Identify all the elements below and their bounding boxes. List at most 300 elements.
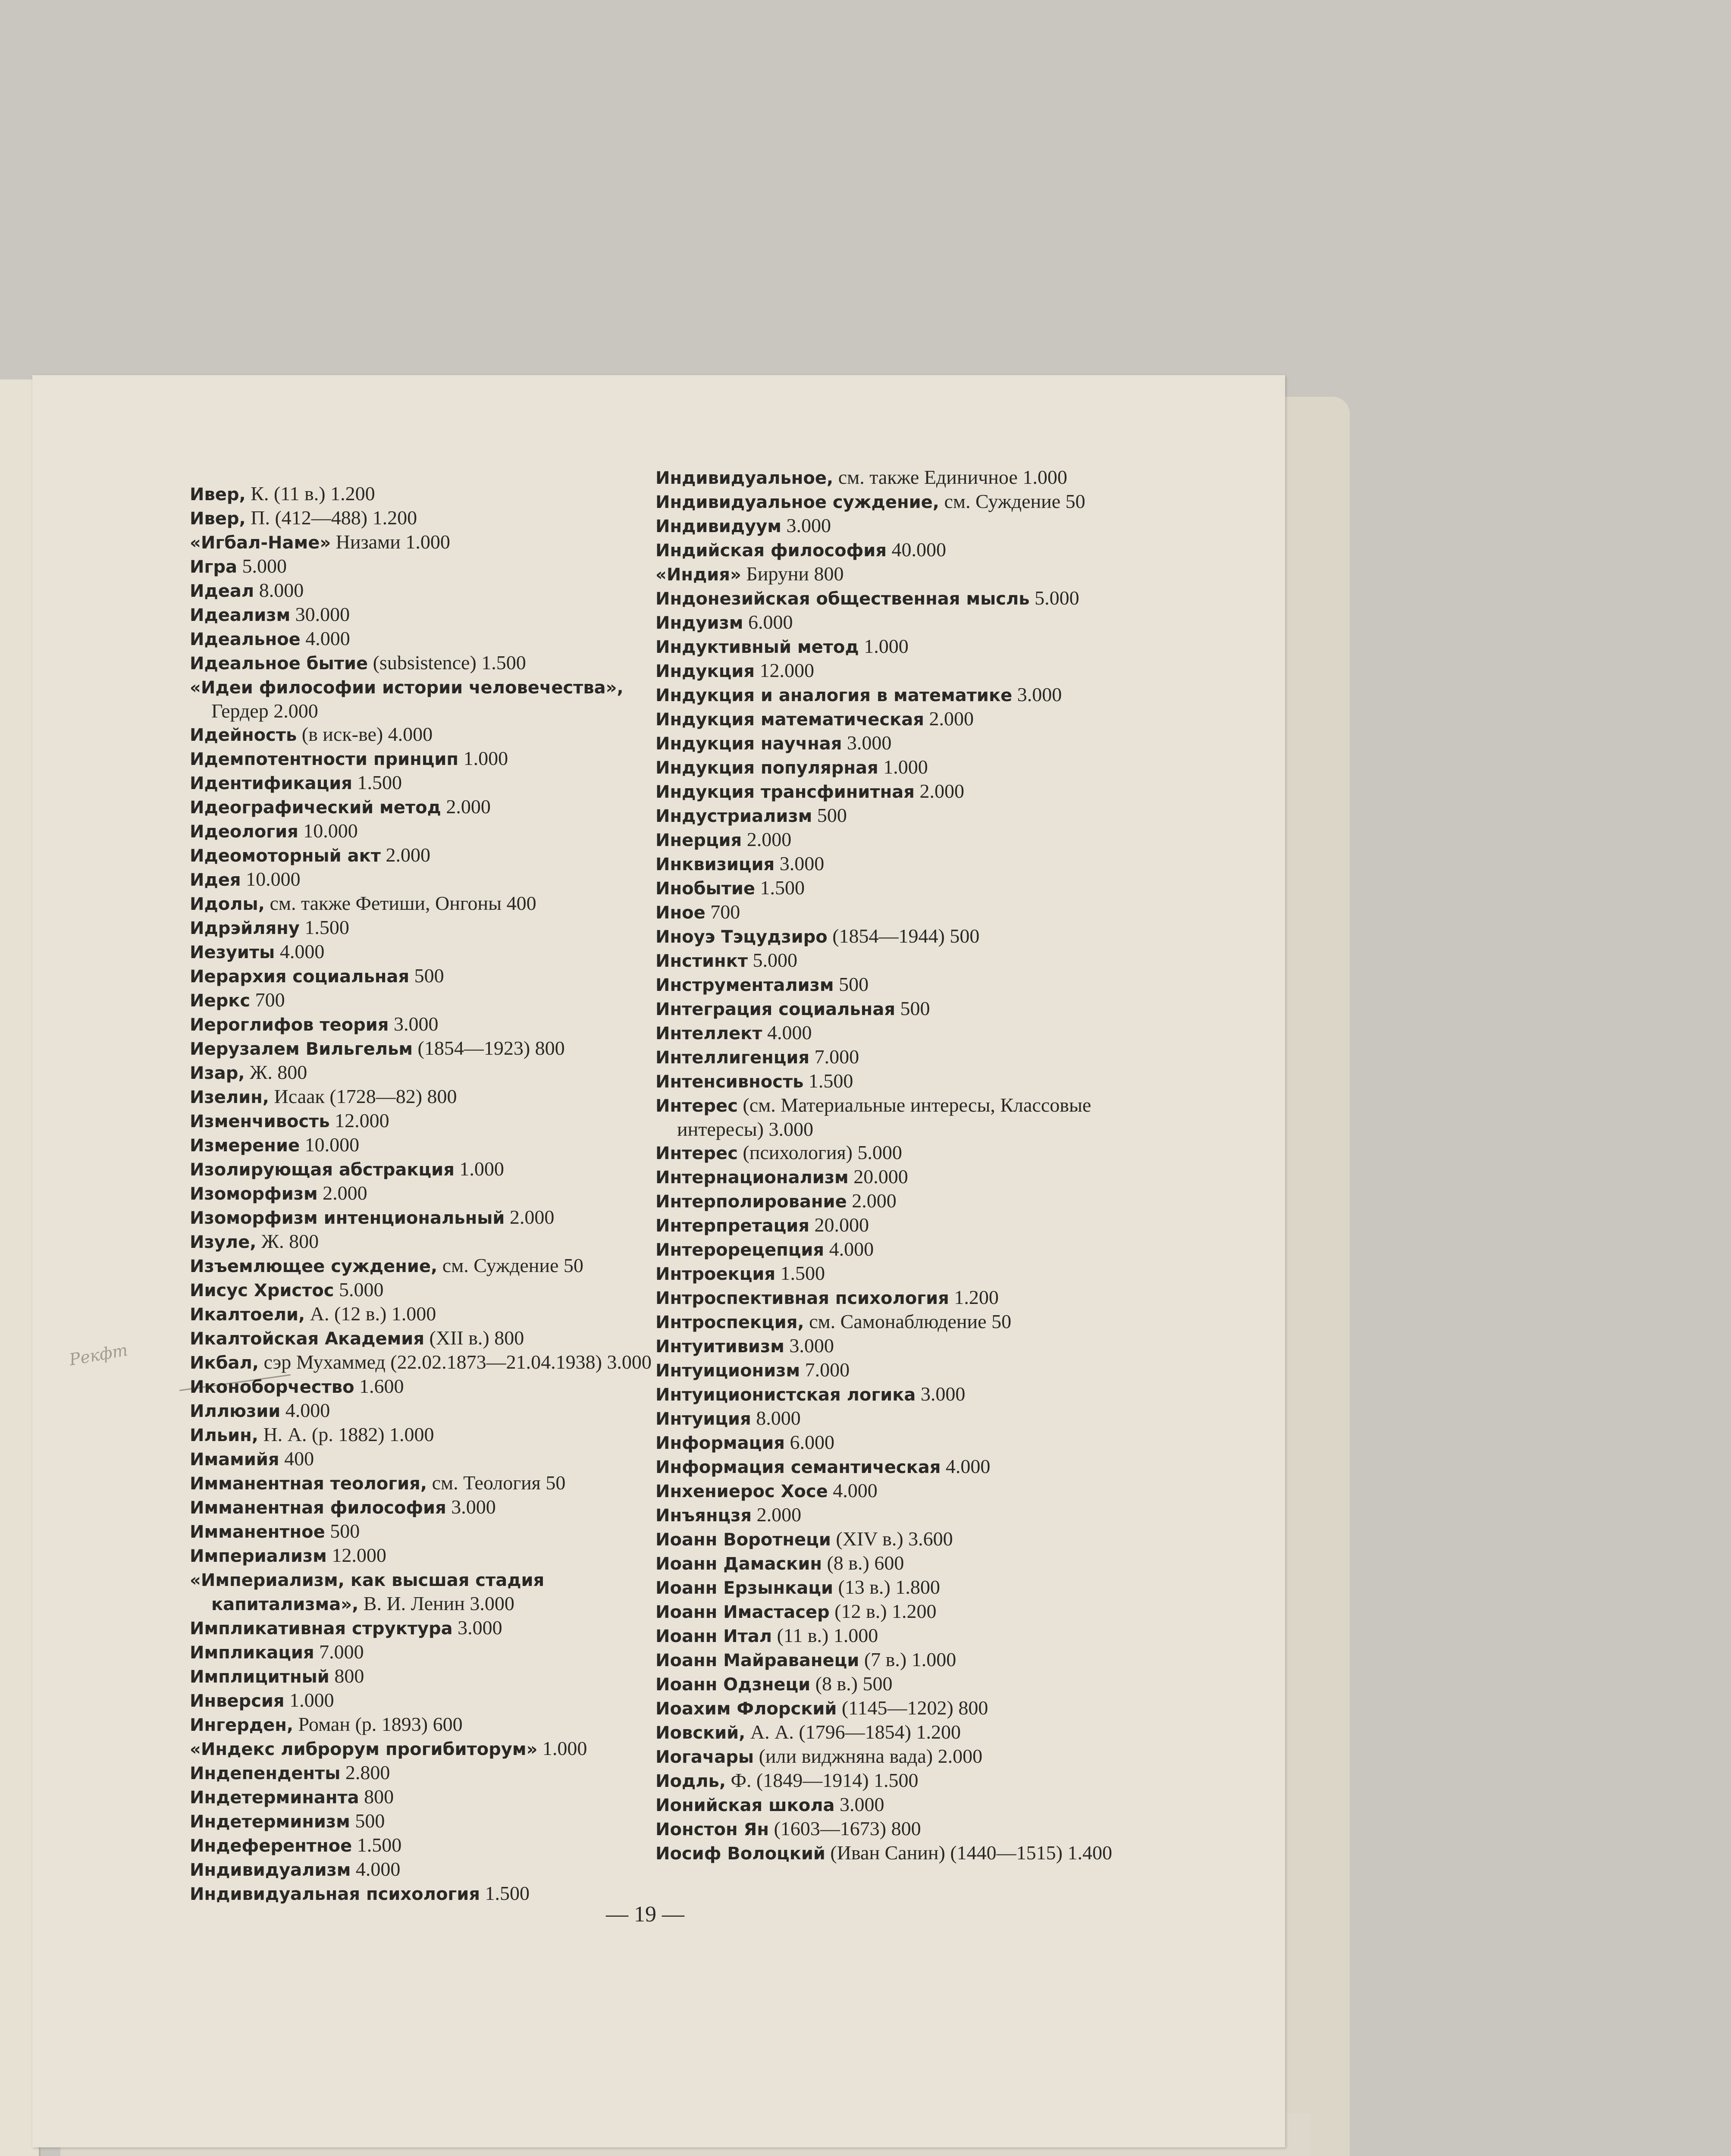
entry-details: (или виджняна вада) 2.000: [754, 1745, 983, 1767]
entry-details: 4.000: [275, 940, 325, 962]
entry-details: 5.000: [1029, 587, 1079, 609]
entry-term: Идеографический метод: [190, 798, 441, 818]
index-entry: [190, 1713, 655, 1737]
entry-term: Интеллигенция: [655, 1048, 810, 1068]
index-entry: [655, 973, 1169, 997]
index-entry: [190, 1157, 655, 1181]
entry-details: 500: [895, 997, 930, 1019]
entry-term: Изар,: [190, 1063, 245, 1083]
index-entry: [190, 1230, 655, 1254]
entry-term: Информация семантическая: [655, 1457, 941, 1477]
entry-details: 3.000: [452, 1617, 502, 1639]
entry-details: 1.500: [480, 1882, 530, 1904]
entry-details: 20.000: [848, 1166, 908, 1188]
index-entry: [655, 1382, 1169, 1407]
entry-details: 10.000: [298, 820, 358, 842]
entry-term: Интроекция: [655, 1264, 776, 1284]
entry-term: Инхениерос Хосе: [655, 1482, 828, 1501]
entry-term: Иосиф Волоцкий: [655, 1844, 825, 1864]
entry-details: 5.000: [748, 949, 798, 971]
index-entry: [655, 1069, 1169, 1094]
index-entry: [655, 1141, 1169, 1165]
entry-term: Идемпотентности принцип: [190, 749, 459, 769]
entry-term: Индивидуум: [655, 517, 781, 536]
index-entry: [655, 755, 1169, 780]
entry-term: Иероглифов теория: [190, 1015, 389, 1035]
entry-details: 1.200: [949, 1286, 999, 1308]
entry-details: 500: [812, 804, 847, 826]
index-entry: [190, 1351, 655, 1375]
entry-details: 2.000: [505, 1206, 555, 1228]
entry-term: Иовский,: [655, 1723, 746, 1743]
entry-details: сэр Мухаммед (22.02.1873—21.04.1938) 3.000: [259, 1351, 652, 1373]
entry-details: Ж. 800: [256, 1230, 319, 1252]
index-entry: [190, 1399, 655, 1423]
entry-term: Инерция: [655, 830, 742, 850]
entry-term: Иоанн Дамаскин: [655, 1554, 822, 1574]
entry-details: 500: [350, 1810, 385, 1832]
index-entry: [190, 819, 655, 843]
index-entry: [655, 1696, 1169, 1720]
index-entry: [190, 1181, 655, 1206]
index-entry: [190, 1085, 655, 1109]
entry-term: Интроспекция,: [655, 1313, 804, 1332]
entry-details: 3.000: [1012, 683, 1062, 705]
entry-term: Интерорецепция: [655, 1240, 825, 1260]
entry-term: Индетерминизм: [190, 1812, 350, 1832]
index-entry: [190, 1375, 655, 1399]
index-entry: [655, 1600, 1169, 1624]
entry-details: (7 в.) 1.000: [859, 1648, 956, 1670]
entry-term: Иоанн Имастасер: [655, 1602, 830, 1622]
document-page: [32, 375, 1285, 2147]
entry-term: Имманентная теология,: [190, 1474, 427, 1494]
index-entry: [190, 723, 655, 747]
index-entry: [190, 1278, 655, 1302]
index-entry: [190, 1133, 655, 1157]
entry-details: Низами 1.000: [331, 531, 450, 553]
entry-term: Интуиционистская логика: [655, 1385, 916, 1405]
entry-term: Иллюзии: [190, 1401, 281, 1421]
index-entry: [655, 780, 1169, 804]
index-entry: [655, 1576, 1169, 1600]
entry-term: Интуиция: [655, 1409, 751, 1429]
entry-term: Индустриализм: [655, 806, 812, 826]
index-entry: [190, 675, 655, 723]
entry-term: Интеллект: [655, 1024, 762, 1044]
index-entry: [655, 828, 1169, 852]
entry-details: 400: [279, 1448, 314, 1470]
entry-details: 3.000: [781, 514, 831, 536]
index-entry: [655, 1431, 1169, 1455]
entry-term: Икбал,: [190, 1353, 259, 1373]
entry-term: Ивер,: [190, 509, 246, 529]
index-entry: [190, 1833, 655, 1858]
entry-term: Индеферентное: [190, 1836, 352, 1856]
entry-details: Ф. (1849—1914) 1.500: [726, 1769, 919, 1791]
entry-term: Идолы,: [190, 894, 265, 914]
entry-details: 7.000: [314, 1641, 364, 1663]
entry-details: 4.000: [351, 1858, 401, 1880]
index-entry: [655, 804, 1169, 828]
left-column: [190, 482, 655, 1906]
index-entry: [190, 1254, 655, 1278]
entry-term: Иоанн Итал: [655, 1626, 772, 1646]
entry-details: П. (412—488) 1.200: [245, 507, 417, 529]
index-entry: [190, 988, 655, 1012]
entry-term: Ильин,: [190, 1426, 258, 1445]
index-entry: [190, 555, 655, 579]
entry-details: 30.000: [290, 603, 350, 625]
entry-details: 1.000: [859, 635, 909, 657]
index-entry: [190, 868, 655, 892]
entry-term: Имманентное: [190, 1522, 325, 1542]
index-entry: [655, 1165, 1169, 1189]
entry-details: 800: [359, 1786, 394, 1808]
entry-details: 7.000: [809, 1046, 859, 1068]
index-entry: [190, 530, 655, 555]
index-entry: [190, 771, 655, 795]
entry-term: Индивидуальное суждение,: [655, 492, 939, 512]
index-entry: [655, 1841, 1169, 1865]
entry-details: Ж. 800: [245, 1061, 307, 1083]
entry-details: 2.000: [380, 844, 430, 866]
index-entry: [655, 1358, 1169, 1382]
index-entry: [655, 562, 1169, 586]
entry-details: 20.000: [809, 1214, 869, 1236]
entry-details: см. Суждение 50: [939, 490, 1085, 512]
index-entry: [190, 1109, 655, 1133]
index-entry: [655, 1021, 1169, 1045]
entry-term: «Игбал-Наме»: [190, 533, 331, 553]
entry-term: Идеология: [190, 822, 298, 842]
entry-term: Изуле,: [190, 1232, 257, 1252]
entry-term: Изоморфизм интенциональный: [190, 1208, 505, 1228]
entry-term: Иерузалем Вильгельм: [190, 1039, 413, 1059]
entry-term: Индивидуальное,: [655, 468, 834, 488]
index-entry: [655, 490, 1169, 514]
index-entry: [655, 1793, 1169, 1817]
entry-term: Изолирующая абстракция: [190, 1160, 455, 1180]
entry-term: Идрэйляну: [190, 918, 300, 938]
index-entry: [655, 1479, 1169, 1503]
index-entry: [655, 1310, 1169, 1334]
entry-term: Иконоборчество: [190, 1377, 354, 1397]
entry-term: Игра: [190, 557, 237, 577]
index-entry: [190, 1495, 655, 1520]
entry-details: (13 в.) 1.800: [833, 1576, 940, 1598]
entry-term: Иогачары: [655, 1747, 754, 1767]
index-entry: [655, 1238, 1169, 1262]
entry-details: (см. Материальные интересы, Классовые интересы) 3.000: [677, 1094, 1091, 1140]
entry-term: Инструментализм: [655, 975, 834, 995]
entry-details: (8 в.) 500: [810, 1673, 893, 1695]
entry-details: 6.000: [784, 1431, 834, 1453]
entry-details: 2.000: [924, 708, 974, 730]
index-entry: [190, 1761, 655, 1785]
entry-details: 4.000: [280, 1399, 330, 1421]
index-entry: [190, 1471, 655, 1495]
entry-term: Изменчивость: [190, 1112, 330, 1131]
entry-details: 2.000: [317, 1182, 367, 1204]
index-entry: [655, 1672, 1169, 1696]
index-entry: [190, 1447, 655, 1471]
entry-term: Иоахим Флорский: [655, 1699, 837, 1719]
entry-details: 8.000: [254, 579, 304, 601]
index-entry: [190, 1785, 655, 1809]
index-entry: [655, 1624, 1169, 1648]
index-entry: [655, 707, 1169, 731]
entry-details: см. Теология 50: [427, 1472, 566, 1494]
entry-details: 500: [834, 973, 869, 995]
right-column: [655, 466, 1169, 1865]
entry-term: Идея: [190, 870, 241, 890]
index-entry: [655, 466, 1169, 490]
entry-details: 1.600: [354, 1375, 404, 1397]
entry-details: Исаак (1728—82) 800: [269, 1085, 457, 1107]
entry-details: В. И. Ленин 3.000: [358, 1592, 514, 1614]
entry-details: 700: [705, 901, 740, 923]
entry-details: (1854—1944) 500: [827, 925, 980, 947]
entry-details: 500: [409, 965, 444, 987]
entry-term: Идеал: [190, 581, 254, 601]
index-entry: [655, 635, 1169, 659]
entry-details: 12.000: [326, 1544, 386, 1566]
entry-details: 3.000: [834, 1793, 884, 1815]
index-entry: [655, 1817, 1169, 1841]
entry-term: Иерархия социальная: [190, 967, 410, 987]
entry-term: Ионстон Ян: [655, 1820, 769, 1839]
index-entry: [190, 1326, 655, 1351]
entry-details: 12.000: [755, 659, 814, 681]
entry-details: 1.500: [775, 1262, 825, 1284]
index-entry: [655, 538, 1169, 562]
entry-term: Индийская философия: [655, 541, 887, 561]
entry-details: 500: [325, 1520, 360, 1542]
entry-details: (12 в.) 1.200: [829, 1600, 937, 1622]
index-entry: [190, 1061, 655, 1085]
index-entry: [190, 1037, 655, 1061]
entry-term: Икалтоели,: [190, 1305, 305, 1325]
index-entry: [190, 940, 655, 964]
entry-details: К. (11 в.) 1.200: [245, 483, 375, 505]
entry-details: (в иск-ве) 4.000: [297, 723, 433, 745]
entry-term: Интуиционизм: [655, 1361, 800, 1381]
index-entry: [190, 1423, 655, 1447]
entry-term: Измерение: [190, 1136, 300, 1156]
index-entry: [190, 1520, 655, 1544]
entry-term: Имплицитный: [190, 1667, 329, 1687]
page-number: — 19 —: [606, 1902, 684, 1927]
entry-term: Имманентная философия: [190, 1498, 446, 1518]
entry-term: Иоанн Одзнеци: [655, 1675, 811, 1695]
entry-details: 1.000: [537, 1737, 587, 1759]
entry-details: 1.500: [755, 877, 805, 899]
entry-term: Иоанн Майраванеци: [655, 1651, 859, 1670]
index-entry: [190, 1568, 655, 1616]
entry-term: Идеомоторный акт: [190, 846, 381, 866]
entry-term: Идейность: [190, 725, 297, 745]
entry-details: А. А. (1796—1854) 1.200: [745, 1721, 961, 1743]
entry-term: Иисус Христос: [190, 1281, 334, 1300]
index-entry: [190, 747, 655, 771]
entry-term: Иодль,: [655, 1771, 726, 1791]
entry-details: 8.000: [751, 1407, 801, 1429]
entry-details: см. Суждение 50: [437, 1254, 583, 1276]
entry-details: (1603—1673) 800: [768, 1818, 921, 1839]
entry-details: (1145—1202) 800: [837, 1697, 988, 1719]
entry-details: Бируни 800: [741, 563, 844, 585]
entry-term: Иеркс: [190, 991, 251, 1011]
index-entry: [190, 1809, 655, 1833]
entry-term: Индепенденты: [190, 1764, 341, 1783]
index-entry: [655, 997, 1169, 1021]
index-entry: [190, 795, 655, 819]
entry-details: см. также Фетиши, Онгоны 400: [264, 892, 536, 914]
entry-details: 4.000: [941, 1455, 991, 1477]
index-entry: [655, 659, 1169, 683]
index-entry: [655, 1503, 1169, 1527]
entry-details: 1.000: [878, 756, 928, 778]
entry-details: Н. А. (р. 1882) 1.000: [258, 1423, 434, 1445]
index-entry: [190, 1544, 655, 1568]
entry-term: Индукция и аналогия в математике: [655, 686, 1013, 705]
index-entry: [190, 1882, 655, 1906]
entry-details: 800: [329, 1665, 364, 1687]
entry-details: 7.000: [800, 1359, 850, 1381]
index-entry: [655, 1262, 1169, 1286]
entry-term: Иезуиты: [190, 943, 275, 962]
entry-term: Инквизиция: [655, 855, 775, 874]
index-entry: [655, 1455, 1169, 1479]
index-entry: [190, 579, 655, 603]
index-entry: [190, 1012, 655, 1037]
entry-term: Изоморфизм: [190, 1184, 318, 1204]
index-entry: [190, 843, 655, 868]
index-entry: [190, 1302, 655, 1326]
entry-details: 4.000: [300, 627, 350, 649]
index-entry: [655, 1407, 1169, 1431]
handwritten-margin-note: Рекфт: [68, 1340, 129, 1369]
index-entry: [655, 900, 1169, 924]
entry-term: Изъемлющее суждение,: [190, 1257, 438, 1276]
index-entry: [190, 1206, 655, 1230]
entry-term: Инверсия: [190, 1691, 285, 1711]
entry-term: «Идеи философии истории человечества»,: [190, 678, 624, 698]
entry-details: 5.000: [237, 555, 287, 577]
entry-details: (8 в.) 600: [822, 1552, 904, 1574]
entry-term: Информация: [655, 1433, 785, 1453]
index-entry: [190, 603, 655, 627]
entry-term: Ионийская школа: [655, 1796, 835, 1815]
entry-details: 2.000: [752, 1504, 802, 1526]
entry-details: 10.000: [300, 1134, 360, 1156]
entry-term: Интерес: [655, 1144, 738, 1163]
index-entry: [190, 627, 655, 651]
entry-details: 6.000: [743, 611, 793, 633]
index-entry: [655, 1745, 1169, 1769]
entry-details: 4.000: [824, 1238, 874, 1260]
entry-details: 1.500: [299, 916, 349, 938]
entry-term: Имамийя: [190, 1450, 279, 1470]
entry-details: 3.000: [389, 1013, 439, 1035]
index-entry: [655, 1334, 1169, 1358]
entry-term: Империализм: [190, 1546, 327, 1566]
entry-details: 12.000: [329, 1109, 389, 1131]
entry-term: Иоанн Ерзынкаци: [655, 1578, 833, 1598]
entry-details: 4.000: [762, 1022, 812, 1044]
entry-term: Индуктивный метод: [655, 637, 859, 657]
entry-details: 1.500: [803, 1070, 853, 1092]
entry-details: (1854—1923) 800: [413, 1037, 565, 1059]
entry-term: «Империализм, как высшая стадия капитализма»,: [190, 1570, 545, 1614]
entry-details: (XII в.) 800: [424, 1327, 524, 1349]
entry-term: Ивер,: [190, 485, 246, 505]
index-entry: [655, 949, 1169, 973]
entry-term: Интерпретация: [655, 1216, 809, 1236]
entry-details: (subsistence) 1.500: [368, 652, 526, 674]
index-entry: [190, 964, 655, 988]
index-entry: [190, 651, 655, 675]
entry-term: «Индия»: [655, 565, 741, 585]
entry-term: Индивидуализм: [190, 1860, 351, 1880]
entry-term: Иное: [655, 903, 706, 923]
entry-term: Интроспективная психология: [655, 1288, 949, 1308]
entry-details: 3.000: [784, 1335, 834, 1357]
index-entry: [655, 1094, 1169, 1141]
entry-details: 2.000: [742, 828, 792, 850]
entry-term: Интернационализм: [655, 1168, 849, 1188]
index-entry: [655, 1551, 1169, 1576]
index-entry: [655, 1045, 1169, 1069]
entry-details: 3.000: [775, 852, 825, 874]
entry-details: 1.000: [458, 747, 508, 769]
entry-details: 3.000: [842, 732, 892, 754]
entry-term: Интуитивизм: [655, 1337, 784, 1357]
entry-details: А. (12 в.) 1.000: [305, 1303, 436, 1325]
entry-details: 700: [250, 989, 285, 1011]
entry-term: Инъянцзя: [655, 1506, 752, 1526]
entry-term: Интерес: [655, 1096, 738, 1116]
index-entry: [655, 1720, 1169, 1745]
index-entry: [655, 924, 1169, 949]
index-entry: [655, 1527, 1169, 1551]
index-entry: [190, 916, 655, 940]
entry-details: (11 в.) 1.000: [772, 1624, 878, 1646]
entry-details: (Иван Санин) (1440—1515) 1.400: [825, 1842, 1112, 1864]
entry-term: Идеализм: [190, 605, 291, 625]
entry-details: 2.000: [441, 796, 491, 818]
entry-details: (XIV в.) 3.600: [831, 1528, 953, 1550]
entry-term: Интеграция социальная: [655, 1000, 895, 1019]
entry-details: 2.000: [914, 780, 964, 802]
entry-term: Иноуэ Тэцудзиро: [655, 927, 828, 947]
index-entry: [655, 876, 1169, 900]
entry-term: Иоанн Воротнеци: [655, 1530, 831, 1550]
index-entry: [190, 1858, 655, 1882]
entry-term: Импликативная структура: [190, 1619, 453, 1639]
index-entry: [190, 1689, 655, 1713]
entry-details: 10.000: [241, 868, 301, 890]
index-entry: [190, 1616, 655, 1640]
entry-details: см. Самонаблюдение 50: [804, 1310, 1012, 1332]
entry-details: 3.000: [446, 1496, 496, 1518]
entry-term: Индетерминанта: [190, 1788, 359, 1808]
index-entry: [655, 611, 1169, 635]
entry-term: Инстинкт: [655, 951, 748, 971]
index-entry: [655, 514, 1169, 538]
index-entry: [655, 852, 1169, 876]
